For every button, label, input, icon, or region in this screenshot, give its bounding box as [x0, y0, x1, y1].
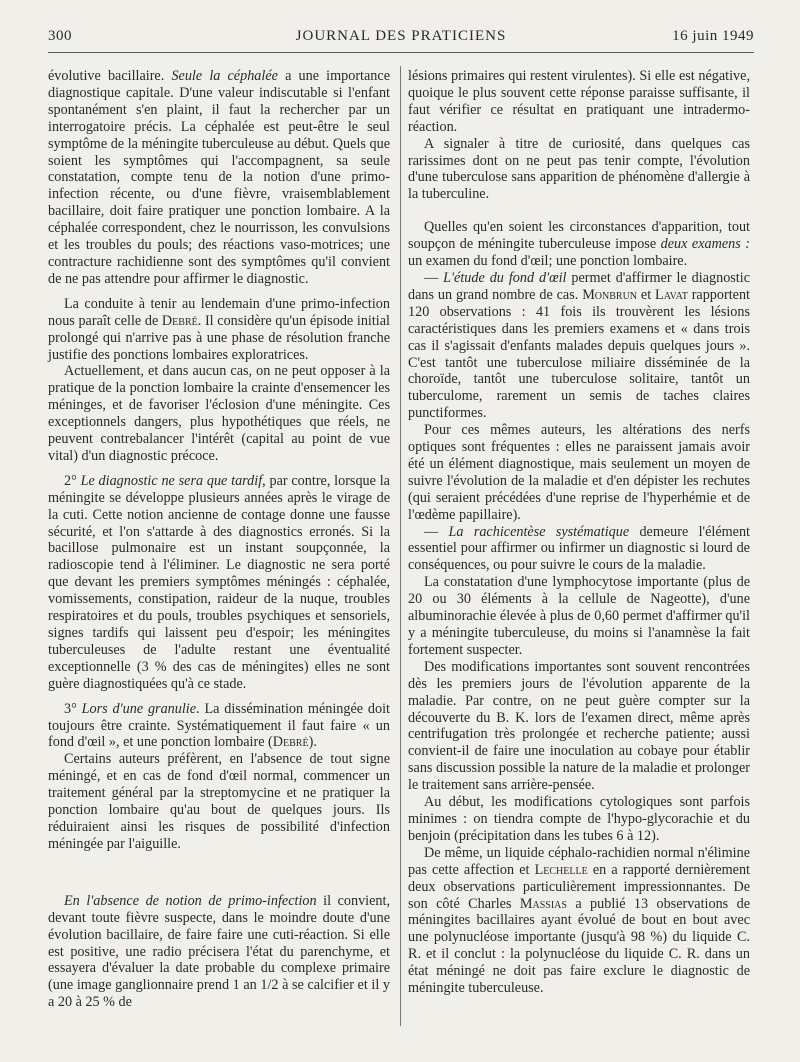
italic-phrase: Seule la céphalée	[171, 68, 278, 84]
author-name: Massias	[519, 895, 567, 912]
text-run: en a rapporté dernièrement deux observations particulièrement impressionnantes. De son côté Charles	[408, 861, 750, 912]
italic-phrase: Lors d'une granulie	[81, 700, 197, 717]
paragraph	[408, 422, 750, 523]
right-column	[408, 68, 750, 997]
text-run: 3°	[64, 700, 82, 717]
text-run: —	[424, 523, 449, 540]
text-run: permet d'affirmer le diagnostic dans un grand nombre de cas.	[408, 269, 750, 303]
text-run: a publié 13 observations de méningites bacillaires ayant évolué de bout en bout avec une polynucléose importante (jusqu'à 98 %) du liquide C. R. et il conclut : la polynucléose du liquide C. R. dans un état méningé ne doit pas faire exclure le diagnostic de méningite tuberculeuse.	[408, 895, 750, 997]
text-run: rapportent 120 observations : 41 fois ils trouvèrent les lésions caractéristiques dans les premiers examens et « dans trois cas il s'agissait d'enfants malades depuis quelques jours ». C'est tantôt une tuberculose miliaire disséminée de la choroïde, tantôt une tuberculose solitaire, tantôt un tuberculome, rarement un semis de taches claires punctiformes.	[408, 286, 750, 422]
paragraph	[408, 574, 750, 659]
text-run: Quelles qu'en soient les circonstances d'apparition, tout soupçon de méningite tuberculeuse impose	[408, 219, 750, 253]
paragraph	[408, 270, 750, 422]
text-run: et	[637, 286, 656, 303]
text-run: —	[424, 269, 444, 286]
text-run: un examen du fond d'œil; une ponction lombaire.	[408, 253, 688, 270]
text-run: La conduite à tenir au lendemain d'une primo-infection nous paraît celle de	[48, 295, 390, 329]
paragraph	[408, 219, 750, 270]
text-run: , par contre, lorsque la méningite se développe plusieurs années après le virage de la cuti. Cette notion ancienne de contage donne une fausse sécurité, et l'on s'attarde à des diagnostics erronés. Si la bacillose pulmonaire est un instant soupçonnée, la radioscopie tend à l'éliminer. Le diagnostic ne sera porté que devant les premiers symptômes méningés : céphalée, vomissements, constipation, raideur de la nuque, troubles respiratoires et du pouls, troubles psychiques et sensoriels, signes tardifs qui laissent peu d'espoir; les méningites tuberculeuses de l'adulte restant une éventualité exceptionnelle (3 % des cas de méningites) elles ne sont guère diagnostiquées qu'à ce stade.	[48, 472, 390, 692]
text-run: Pour ces mêmes auteurs, les altérations des nerfs optiques sont fréquentes : elles ne paraissent jamais avoir été un élément diagnostique, mais seulement un moyen de suivre l'évolution de la maladie et d'en dépister les rechutes (qui seraient précédées d'une reprise de l'hyperhémie et de l'œdème papillaire).	[408, 422, 750, 523]
italic-phrase: En l'absence de notion de primo-infection	[64, 892, 317, 909]
paragraph	[48, 701, 390, 752]
column-divider	[400, 66, 401, 1026]
text-run: De même, un liquide céphalo-rachidien normal n'élimine pas cette affection et	[408, 844, 750, 878]
italic-phrase: deux examens :	[660, 236, 750, 253]
author-name: Debré	[161, 312, 198, 329]
italic-phrase: Le diagnostic ne sera que tardif	[80, 472, 263, 489]
text-run: La constatation d'une lymphocytose importante (plus de 20 ou 30 éléments à la cellule de Nageotte), d'une albuminorachie élevée à plus de 0,60 permet d'affirmer qu'il y a méningite tuberculeuse, du moins si l'anamnèse la fait fortement suspecter.	[408, 574, 750, 658]
text-run: ).	[308, 734, 317, 751]
text-run: . La dissémination méningée doit toujours être crainte. Systématiquement il faut faire « un fond d'œil », et une ponction lombaire (	[48, 700, 390, 751]
paragraph	[408, 659, 750, 794]
text-run: a une importance diagnostique capitale. D'une valeur indiscutable si l'enfant spontanément s'en plaint, il faut la rechercher par un interrogatoire précis. La céphalée est peut-être le seul symptôme de la méningite tuberculeuse au début. Quels que soient les symptômes qui l'accompagnent, sa seule constatation, compte tenu de la notion d'une primo-infection récente, ou d'une fièvre, vraisemblablement bacillaire, doit faire pratiquer une ponction lombaire. A la céphalée correspondent, chez le nourrisson, les convulsions et les troubles du pouls; des réactions vaso-motrices; une contracture rachidienne sont des symptômes qu'il convient de ne pas attendre pour affirmer le diagnostic.	[48, 68, 390, 287]
text-run: demeure l'élément essentiel pour affirmer ou infirmer un diagnostic si lourd de conséquences, ou pour suivre le cours de la maladie.	[408, 523, 751, 574]
text-run: lésions primaires qui restent virulentes). Si elle est négative, quoique le plus souvent cette réponse paraisse suffisante, il faut vérifier ce résultat en pratiquant une intradermo-réaction.	[408, 68, 750, 135]
paragraph	[48, 68, 390, 288]
running-header	[48, 28, 754, 50]
author-name: Lavat	[655, 286, 688, 303]
paragraph	[48, 751, 390, 852]
author-name: Monbrun	[582, 286, 638, 303]
italic-phrase: La rachicentèse systématique	[448, 523, 630, 540]
text-run: il convient, devant toute fièvre suspecte, dans le moindre doute d'une évolution bacillaire, de faire faire une cuti-réaction. Si elle est positive, une radio précisera l'état du parenchyme, et essayera d'évaluer la date probable du complexe primaire (une image ganglionnaire prend 1 an 1/2 à se calcifier et il y a 20 à 25 % de	[48, 892, 390, 1011]
paragraph	[408, 845, 750, 997]
journal-title: JOURNAL DES PRATICIENS	[295, 28, 507, 44]
issue-date: 16 juin 1949	[672, 28, 754, 44]
paragraph	[48, 473, 390, 693]
author-name: Debré	[272, 734, 309, 751]
left-column	[48, 68, 390, 1011]
page-number: 300	[48, 28, 72, 44]
paragraph	[48, 363, 390, 464]
paragraph	[408, 524, 750, 575]
text-run: . Il considère qu'un épisode initial prolongé qui n'arrive pas à une phase de résolution franche justifie des ponctions lombaires exploratrices.	[48, 312, 390, 363]
paragraph	[408, 794, 750, 845]
text-run: Au début, les modifications cytologiques sont parfois minimes : on tiendra compte de l'hypo-glycorachie et du benjoin (précipitation dans les tubes 6 à 12).	[408, 794, 750, 844]
text-run: Actuellement, et dans aucun cas, on ne peut opposer à la pratique de la ponction lombaire la crainte d'ensemencer les méninges, et de favoriser l'éclosion d'une méningite. Ces exceptionnels dangers, plus hypothétiques que réels, ne peuvent contrebalancer l'intérêt (capital au point de vue vital) d'un diagnostic précoce.	[48, 363, 390, 464]
paragraph	[48, 893, 390, 1011]
text-run: évolutive bacillaire.	[48, 68, 172, 84]
text-run: 2°	[64, 472, 81, 489]
paragraph	[408, 68, 750, 136]
italic-phrase: L'étude du fond d'œil	[443, 269, 567, 286]
author-name: Lechelle	[534, 861, 588, 878]
paragraph	[48, 296, 390, 364]
text-run: Des modifications importantes sont souvent rencontrées dès les premiers jours de l'évolution apparente de la maladie. Par contre, on ne peut guère compter sur la découverte du B. K. lors de l'examen direct, même après centrifugation très prolongée et recherche patiente; aussi convient-il de faire une inoculation au cobaye pour établir sans discussion possible la nature de la maladie et prolonger le traitement sans arrière-pensée.	[408, 658, 750, 794]
text-run: A signaler à titre de curiosité, dans quelques cas rarissimes dont on ne peut pas tenir compte, l'évolution d'une tuberculose sans apparition de phénomène d'allergie à la tuberculine.	[408, 135, 750, 203]
text-run: Certains auteurs préfèrent, en l'absence de tout signe méningé, et en cas de fond d'œil normal, commencer un traitement général par la streptomycine et ne pratiquer la ponction lombaire qu'au bout de quelques jours. Ils réduiraient ainsi les risques de possibilité d'infection méningée par l'aiguille.	[48, 751, 390, 852]
paragraph	[408, 136, 750, 204]
header-rule	[48, 52, 754, 53]
